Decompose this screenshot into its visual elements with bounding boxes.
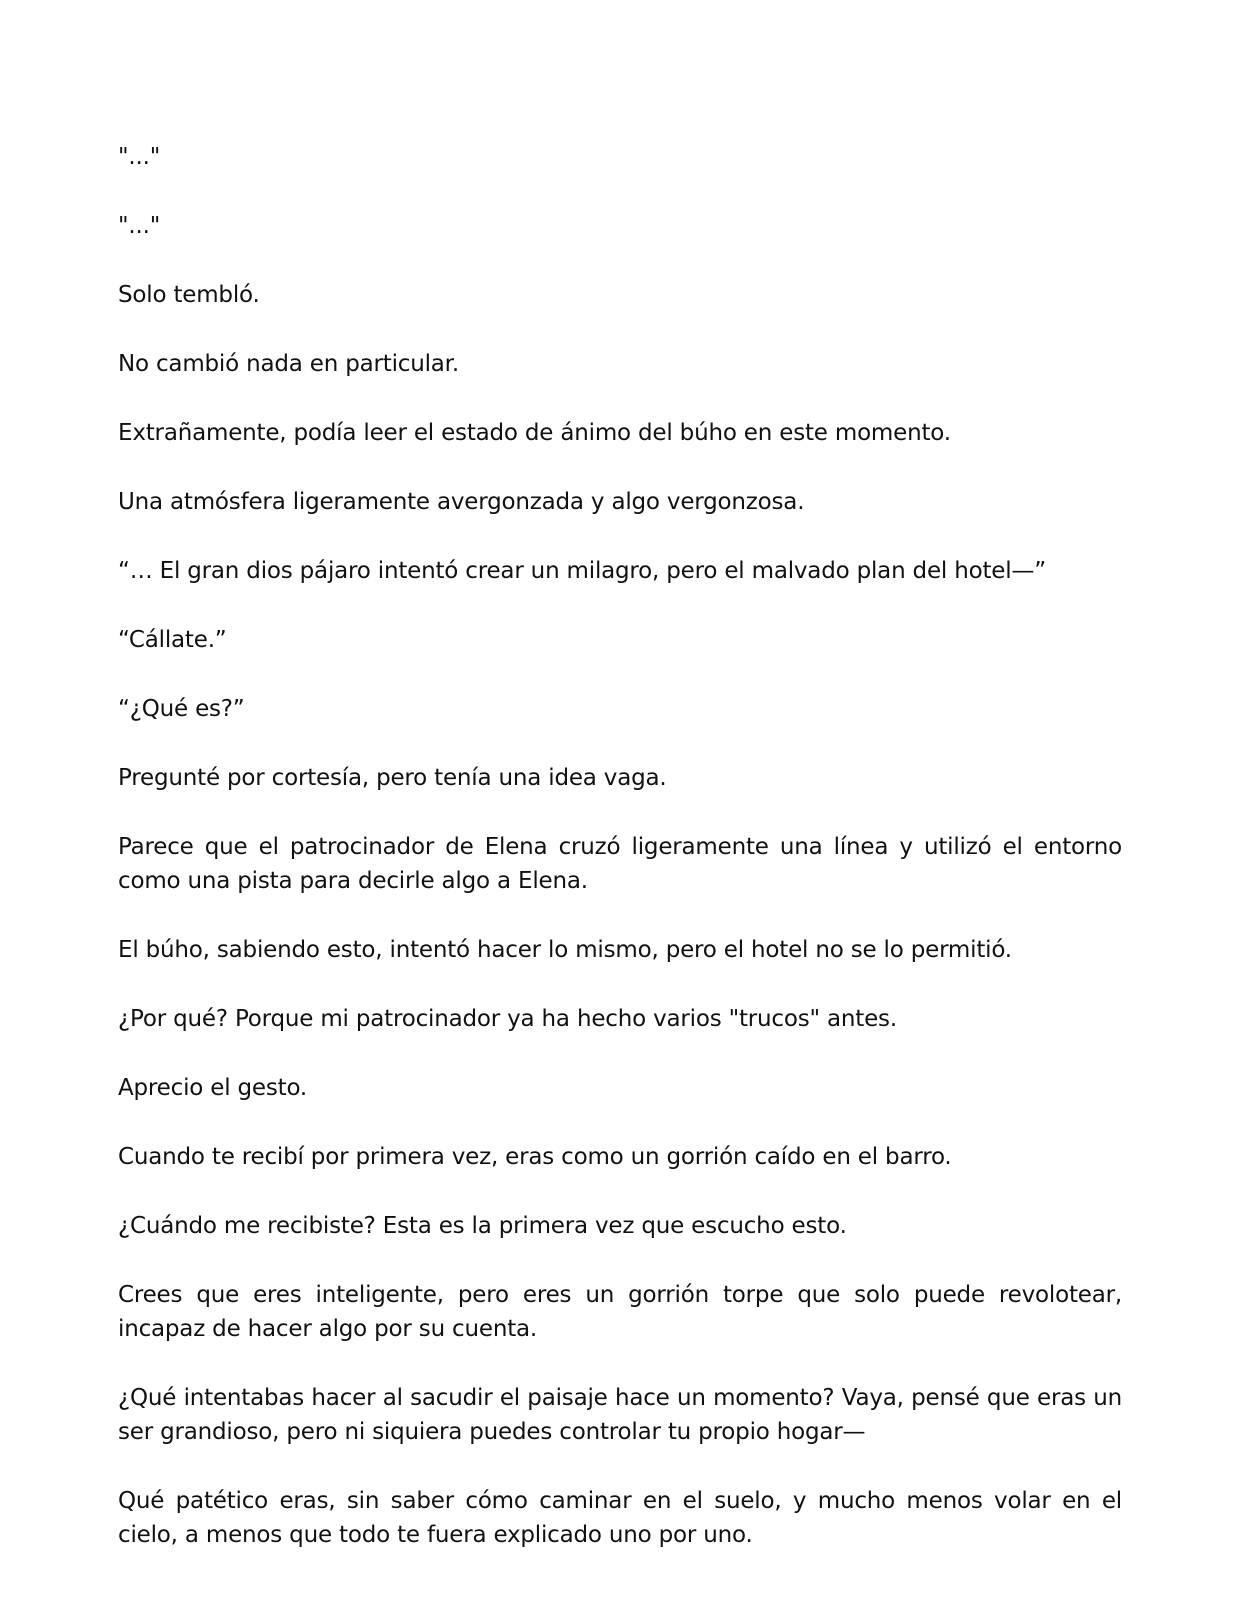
paragraph: "..." xyxy=(118,213,161,239)
paragraph: Crees que eres inteligente, pero eres un gorrión torpe que solo puede revolotear, incapaz de hacer algo por su cuenta. xyxy=(118,1282,1122,1342)
paragraph: Pregunté por cortesía, pero tenía una idea vaga. xyxy=(118,765,667,791)
paragraph: Solo tembló. xyxy=(118,282,260,308)
paragraph: ¿Cuándo me recibiste? Esta es la primera vez que escucho esto. xyxy=(118,1213,847,1239)
paragraph: ¿Qué intentabas hacer al sacudir el paisaje hace un momento? Vaya, pensé que eras un ser grandioso, pero ni siquiera puedes controlar tu propio hogar— xyxy=(118,1385,1122,1445)
paragraph: “¿Qué es?” xyxy=(118,696,245,722)
paragraph: "..." xyxy=(118,144,161,170)
paragraph: Aprecio el gesto. xyxy=(118,1075,308,1101)
paragraph: Extrañamente, podía leer el estado de ánimo del búho en este momento. xyxy=(118,420,951,446)
paragraph: “Cállate.” xyxy=(118,627,227,653)
paragraph: Una atmósfera ligeramente avergonzada y algo vergonzosa. xyxy=(118,489,805,515)
paragraph: No cambió nada en particular. xyxy=(118,351,459,377)
paragraph: Parece que el patrocinador de Elena cruzó ligeramente una línea y utilizó el entorno como una pista para decirle algo a Elena. xyxy=(118,834,1122,894)
paragraph: ¿Por qué? Porque mi patrocinador ya ha hecho varios "trucos" antes. xyxy=(118,1006,897,1032)
paragraph: Qué patético eras, sin saber cómo caminar en el suelo, y mucho menos volar en el cielo, a menos que todo te fuera explicado uno por uno. xyxy=(118,1488,1122,1548)
paragraph: El búho, sabiendo esto, intentó hacer lo mismo, pero el hotel no se lo permitió. xyxy=(118,937,1012,963)
paragraph: “… El gran dios pájaro intentó crear un milagro, pero el malvado plan del hotel—” xyxy=(118,558,1046,584)
body-text xyxy=(118,140,1122,1587)
paragraph: Cuando te recibí por primera vez, eras como un gorrión caído en el barro. xyxy=(118,1144,952,1170)
